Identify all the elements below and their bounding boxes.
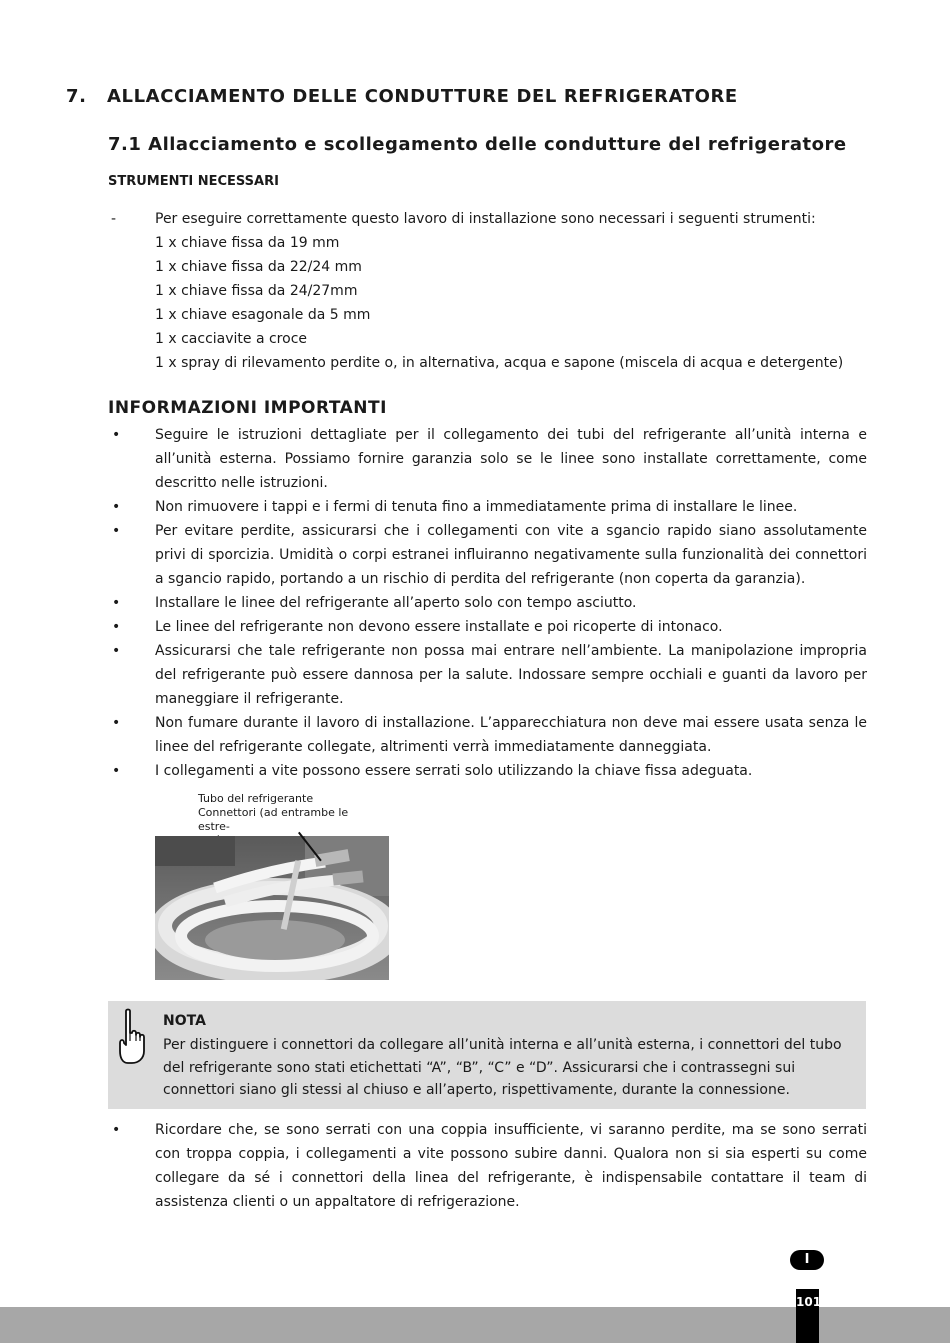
list-item-text: Seguire le istruzioni dettagliate per il collegamento dei tubi del refrigerante all’unità interna e all’unità esterna. Possiamo fornire garanzia solo se le linee sono installate correttamente, come descritto nelle istruzioni. — [155, 427, 867, 491]
tools-dash: - — [111, 211, 117, 227]
bullet-dot: • — [112, 1122, 121, 1138]
bullet-dot: • — [112, 595, 121, 611]
bullet-dot: • — [112, 499, 121, 515]
pointing-hand-icon — [114, 1007, 150, 1071]
bullet-dot: • — [112, 427, 121, 443]
important-heading: INFORMAZIONI IMPORTANTI — [108, 398, 387, 418]
list-item — [108, 591, 867, 615]
list-item-text: Installare le linee del refrigerante all’aperto solo con tempo asciutto. — [155, 595, 637, 611]
list-item — [108, 519, 867, 591]
list-item-text: Assicurarsi che tale refrigerante non possa mai entrare nell’ambiente. La manipolazione impropria del refrigerante può essere dannosa per la salute. Indossare sempre occhiali e guanti da lavoro per maneggiare il refrigerante. — [155, 643, 867, 707]
tools-intro: Per eseguire correttamente questo lavoro di installazione sono necessari i seguenti strumenti: — [155, 211, 816, 227]
list-item — [108, 639, 867, 711]
list-item — [108, 759, 867, 783]
bullet-dot: • — [112, 619, 121, 635]
list-item — [108, 1118, 867, 1214]
list-item-text: Per evitare perdite, assicurarsi che i collegamenti con vite a sgancio rapido siano assolutamente privi di sporcizia. Umidità o corpi estranei influiranno negativamente sulla funzionalità dei connettori a sgancio rapido, portando a un rischio di perdita del refrigerante (non coperta da garanzia). — [155, 523, 867, 587]
list-item-text: Ricordare che, se sono serrati con una coppia insufficiente, vi saranno perdite, ma se sono serrati con troppa coppia, i collegamenti a vite possono subire danni. Qualora non si sia esperti su come collegare da sé i connettori della linea del refrigerante, è indispensabile contattare il team di assistenza clienti o un appaltatore di refrigerazione. — [155, 1122, 867, 1210]
bullet-dot: • — [112, 763, 121, 779]
list-item — [108, 495, 867, 519]
note-text: Per distinguere i connettori da collegare all’unità interna e all’unità esterna, i connettori del tubo del refrigerante sono stati etichettati “A”, “B”, “C” e “D”. Assicurarsi che i contrassegni sui connettori siano gli stessi al chiuso e all’aperto, rispettivamente, durante la connessione. — [163, 1037, 842, 1098]
refrigerant-pipe-photo — [155, 836, 389, 980]
note-box — [108, 1001, 866, 1109]
page-number: 101 — [796, 1289, 819, 1343]
tool-item: 1 x cacciavite a croce — [155, 331, 308, 347]
section-number: 7. — [66, 86, 87, 107]
list-item — [108, 423, 867, 495]
language-badge: I — [790, 1250, 824, 1270]
tool-item: 1 x chiave fissa da 24/27mm — [155, 283, 358, 299]
important-list — [108, 423, 867, 783]
caption-line: Tubo del refrigerante — [198, 792, 314, 805]
note-title: NOTA — [163, 1013, 206, 1029]
list-item — [108, 615, 867, 639]
tool-item: 1 x spray di rilevamento perdite o, in alternativa, acqua e sapone (miscela di acqua e detergente) — [155, 355, 844, 371]
tool-item: 1 x chiave fissa da 19 mm — [155, 235, 340, 251]
list-item-text: I collegamenti a vite possono essere serrati solo utilizzando la chiave fissa adeguata. — [155, 763, 753, 779]
coiled-pipe-illustration — [155, 836, 389, 980]
bullet-dot: • — [112, 715, 121, 731]
list-item-text: Le linee del refrigerante non devono essere installate e poi ricoperte di intonaco. — [155, 619, 723, 635]
list-item-text: Non rimuovere i tappi e i fermi di tenuta fino a immediatamente prima di installare le linee. — [155, 499, 798, 515]
tools-heading: STRUMENTI NECESSARI — [108, 174, 279, 189]
section-heading — [66, 86, 738, 107]
list-item-text: Non fumare durante il lavoro di installazione. L’apparecchiatura non deve mai essere usata senza le linee del refrigerante collegate, altrimenti verrà immediatamente danneggiata. — [155, 715, 867, 755]
tool-item: 1 x chiave esagonale da 5 mm — [155, 307, 371, 323]
section-title: ALLACCIAMENTO DELLE CONDUTTURE DEL REFRIGERATORE — [107, 86, 738, 107]
tool-item: 1 x chiave fissa da 22/24 mm — [155, 259, 362, 275]
final-list — [108, 1118, 867, 1214]
caption-line: Connettori (ad entrambe le estre- — [198, 806, 349, 833]
list-item — [108, 711, 867, 759]
subsection-title: 7.1 Allacciamento e scollegamento delle condutture del refrigeratore — [108, 134, 847, 155]
bullet-dot: • — [112, 523, 121, 539]
bullet-dot: • — [112, 643, 121, 659]
